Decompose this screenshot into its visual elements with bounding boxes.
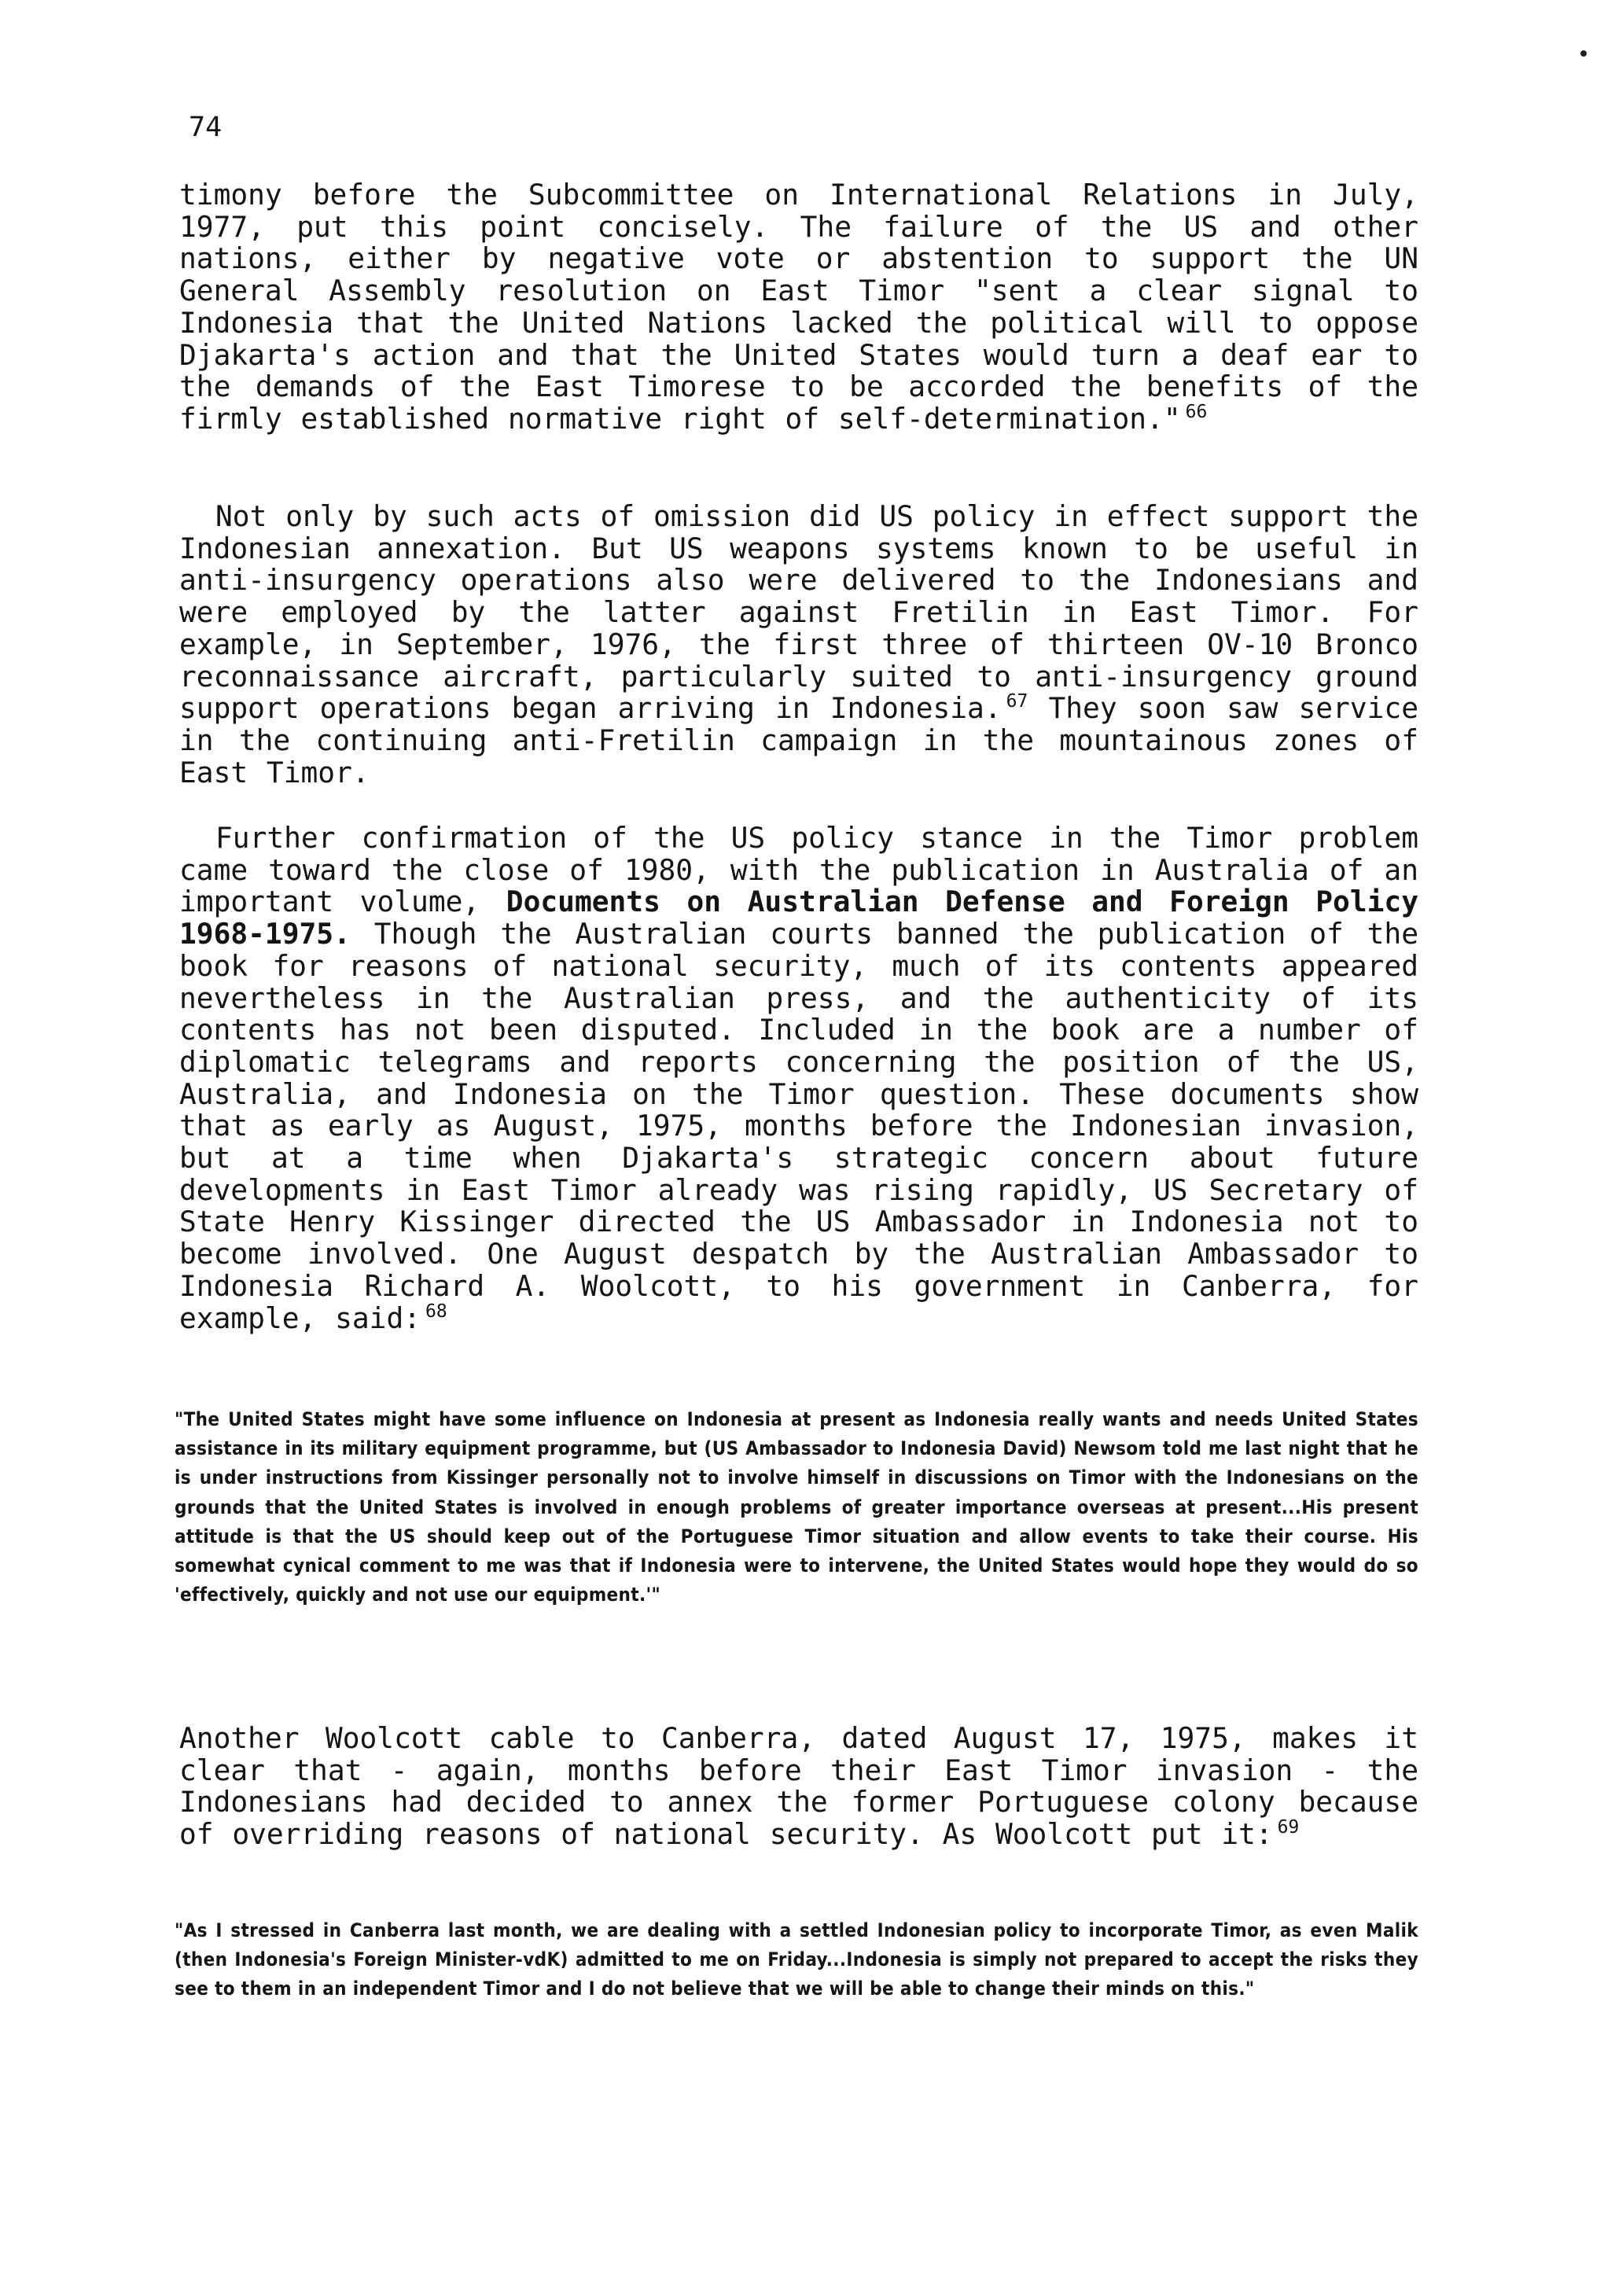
- footnote-ref-69: 69: [1277, 1817, 1300, 1838]
- footnote-ref-67: 67: [1006, 691, 1028, 712]
- book-title: Documents on Australian Defense and Foreign Policy 1968-1975.: [179, 885, 1418, 951]
- block-quote-newsom: "The United States might have some influence on Indonesia at present as Indonesia really wants and needs United States assistance in its military equipment programme, but (US Ambassador to Indonesia David) Newsom told me last night that he is under instructions from Kissinger personally not to involve himself in discussions on Timor with the Indonesians on the grounds that the United States is involved in enough problems of greater importance overseas at present...His present attitude is that the US should keep out of the Portuguese Timor situation and allow events to take their course. His somewhat cynical comment to me was that if Indonesia were to intervene, the United States would hope they would do so 'effectively, quickly and not use our equipment.'": [175, 1408, 1418, 1606]
- paragraph-text: Another Woolcott cable to Canberra, dated August 17, 1975, makes it clear that - again, months before their East Timor invasion - the Indonesians had decided to annex the former Portuguese colony because of overriding reasons of national security. As Woolcott put it:: [179, 1721, 1418, 1852]
- page-number: 74: [189, 112, 223, 143]
- paragraph-text: timony before the Subcommittee on International Relations in July, 1977, put this point concisely. The failure of the US and other nations, either by negative vote or abstention to support the UN General Assembly resolution on East Timor "sent a clear signal to Indonesia that the United Nations lacked the political will to oppose Djakarta's action and that the United States would turn a deaf ear to the demands of the East Timorese to be accorded the benefits of the firmly established normative right of self-determination.": [179, 178, 1418, 436]
- footnote-ref-66: 66: [1185, 401, 1208, 422]
- paragraph-testimony: [179, 179, 1418, 436]
- paragraph-text: Further confirmation of the US policy stance in the Timor problem came toward the close of 1980, with the publication in Australia of an important volume,: [179, 821, 1418, 919]
- paragraph-documents: [179, 822, 1418, 1334]
- paragraph-woolcott-cable: [179, 1723, 1418, 1851]
- paragraph-text: They soon saw service in the continuing anti-Fretilin campaign in the mountainous zones of East Timor.: [179, 691, 1418, 789]
- footnote-ref-68: 68: [425, 1301, 447, 1322]
- paragraph-weapons: [179, 501, 1418, 789]
- paragraph-text: Not only by such acts of omission did US policy in effect support the Indonesian annexation. But US weapons systems known to be useful in anti-insurgency operations also were delivered to the Indonesians and were employed by the latter against Fretilin in East Timor. For example, in September, 1976, the first three of thirteen OV-10 Bronco reconnaissance aircraft, particularly suited to anti-insurgency ground support operations began arriving in Indonesia.: [179, 499, 1418, 726]
- block-quote-woolcott: "As I stressed in Canberra last month, we are dealing with a settled Indonesian policy to incorporate Timor, as even Malik (then Indonesia's Foreign Minister-vdK) admitted to me on Friday...Indonesia is simply not prepared to accept the risks they see to them in an independent Timor and I do not believe that we will be able to change their minds on this.": [175, 1919, 1418, 2000]
- paragraph-text: Though the Australian courts banned the publication of the book for reasons of national security, much of its contents appeared nevertheless in the Australian press, and the authenticity of its contents has not been disputed. Included in the book are a number of diplomatic telegrams and reports concerning the position of the US, Australia, and Indonesia on the Timor question. These documents show that as early as August, 1975, months before the Indonesian invasion, but at a time when Djakarta's strategic concern about future developments in East Timor already was rising rapidly, US Secretary of State Henry Kissinger directed the US Ambassador in Indonesia not to become involved. One August despatch by the Australian Ambassador to Indonesia Richard A. Woolcott, to his government in Canberra, for example, said:: [179, 917, 1418, 1335]
- stray-mark: [1580, 50, 1587, 57]
